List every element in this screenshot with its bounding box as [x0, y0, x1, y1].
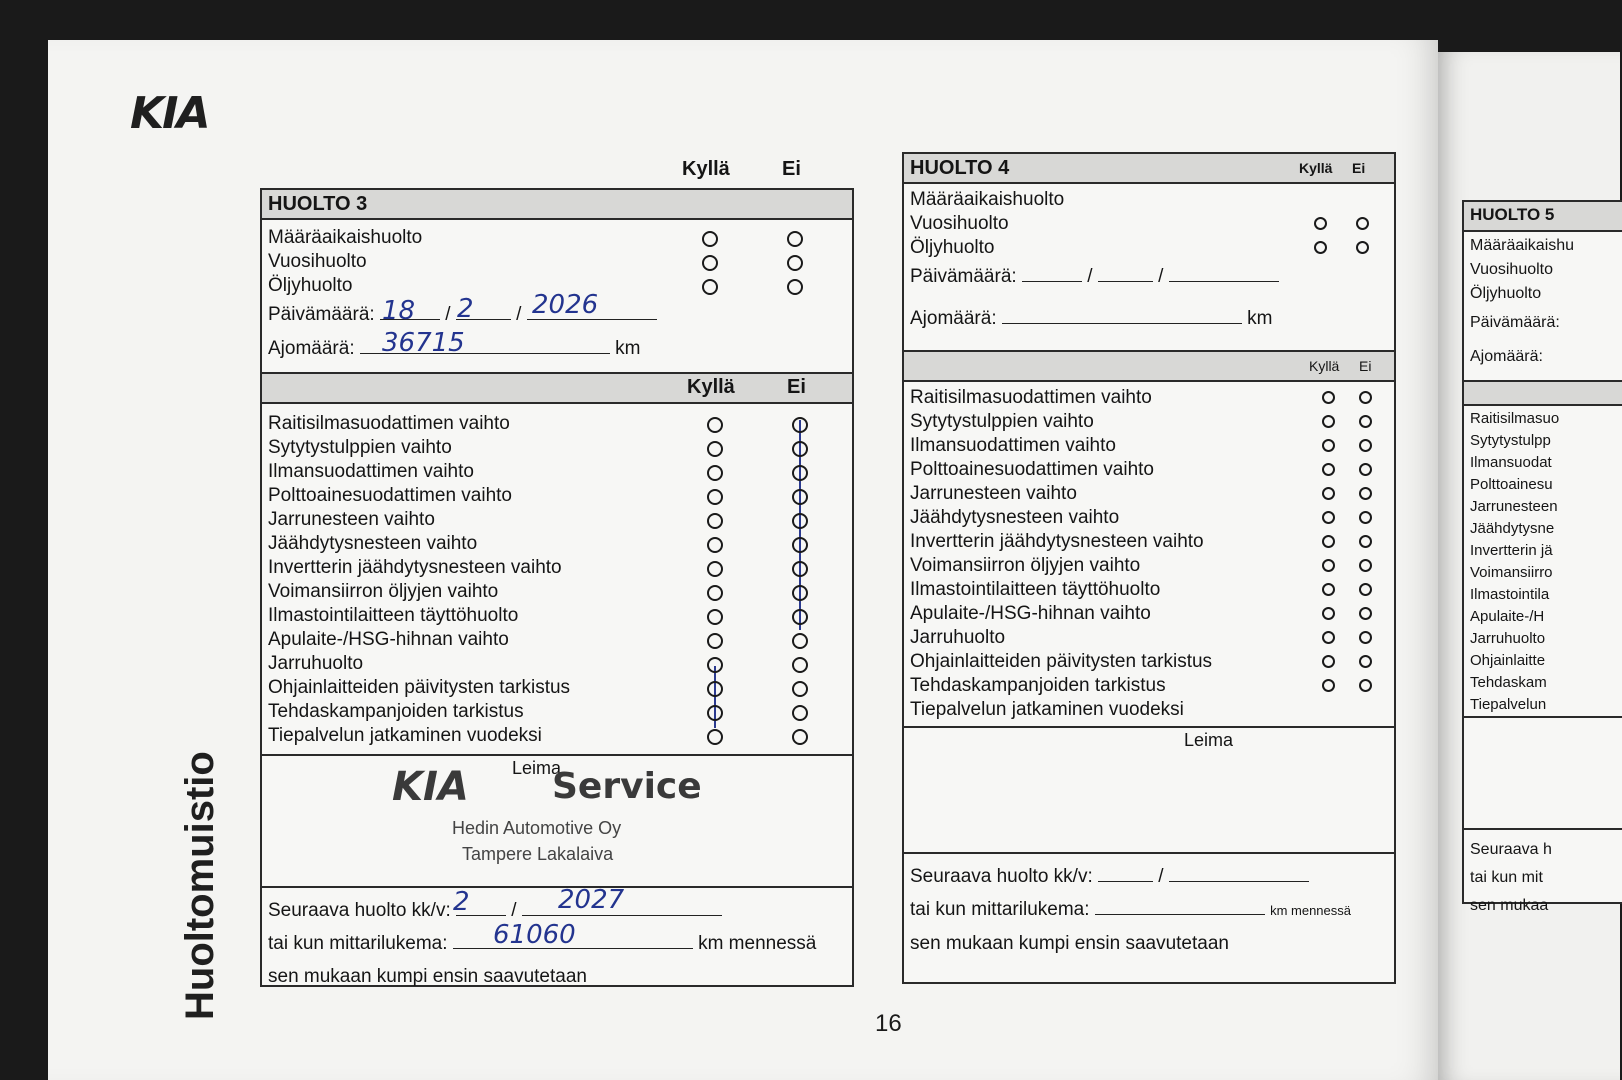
no-checkbox[interactable]: [792, 513, 808, 529]
odo-value: 61060: [493, 920, 576, 950]
items-header-bar: Kyllä Ei: [262, 374, 852, 404]
no-checkbox[interactable]: [792, 489, 808, 505]
yes-checkbox[interactable]: [1322, 487, 1335, 500]
list-item: Jarruhuolto: [904, 626, 1394, 650]
huolto3-title: HUOLTO 3: [268, 193, 368, 215]
huolto3-col-no: Ei: [782, 158, 801, 180]
list-item: Voimansiirron öljyjen vaihto: [904, 554, 1394, 578]
list-item: Jäähdytysnesteen vaihto: [904, 506, 1394, 530]
yes-checkbox[interactable]: [707, 465, 723, 481]
mileage-value: 36715: [382, 328, 465, 358]
huolto3-col-yes: Kyllä: [682, 158, 730, 180]
list-item: Invertterin jäähdytysnesteen vaihto: [262, 556, 852, 580]
no-checkbox[interactable]: [1359, 463, 1372, 476]
list-item: Invertterin jäähdytysnesteen vaihto: [904, 530, 1394, 554]
side-title: Huoltomuistio: [178, 751, 222, 1020]
list-item: Ohjainlaitte: [1470, 652, 1546, 669]
list-item: Ohjainlaitteiden päivitysten tarkistus: [262, 676, 852, 700]
no-checkbox[interactable]: [1359, 391, 1372, 404]
huolto4-form: [902, 152, 1396, 984]
no-checkbox[interactable]: [792, 441, 808, 457]
stamp-area: [262, 754, 852, 886]
list-item: Määräaikaishu: [1470, 237, 1575, 254]
no-checkbox[interactable]: [792, 537, 808, 553]
yes-checkbox[interactable]: [707, 417, 723, 433]
yes-checkbox[interactable]: [707, 729, 723, 745]
list-item: Ilmansuodat: [1470, 454, 1552, 471]
page-number: 16: [875, 1010, 902, 1037]
list-item: Jäähdytysne: [1470, 520, 1555, 537]
list-item: Jarruhuolto: [1470, 630, 1546, 647]
next-service-odometer[interactable]: tai kun mittarilukema: km mennessä 61060: [268, 920, 817, 954]
no-checkbox[interactable]: [792, 417, 808, 433]
yes-checkbox[interactable]: [707, 513, 723, 529]
no-checkbox[interactable]: [1359, 415, 1372, 428]
list-item: Tiepalvelun jatkaminen vuodeksi: [910, 699, 1184, 720]
yes-checkbox[interactable]: [707, 537, 723, 553]
stamp-company: Hedin Automotive Oy: [452, 818, 622, 838]
list-item: Sytytystulppien vaihto: [904, 410, 1394, 434]
yes-checkbox[interactable]: [1322, 583, 1335, 596]
yes-checkbox[interactable]: [707, 585, 723, 601]
date-field[interactable]: Päivämäärä: / / 18 2 2026: [262, 298, 852, 332]
list-item: Määräaikaishuolto: [910, 189, 1065, 210]
yes-checkbox[interactable]: [1322, 679, 1335, 692]
next-service-box: [262, 886, 852, 999]
huolto5-header: HUOLTO 5: [1464, 202, 1622, 232]
list-item: Öljyhuolto: [1470, 285, 1542, 302]
list-item: Sytytystulppien vaihto: [262, 436, 852, 460]
list-item: Öljyhuolto: [904, 236, 1394, 260]
list-item: Tiepalvelun jatkaminen vuodeksi: [262, 724, 852, 748]
list-item: Apulaite-/HSG-hihnan vaihto: [904, 602, 1394, 626]
list-item: Tehdaskampanjoiden tarkistus: [262, 700, 852, 724]
date-field[interactable]: Päivämäärä: / /: [904, 260, 1394, 294]
list-item: Sytytystulpp: [1470, 432, 1551, 449]
no-checkbox[interactable]: [792, 729, 808, 745]
huolto4-items-section: [904, 350, 1394, 722]
list-item: Vuosihuolto: [262, 250, 852, 274]
list-item: Jarrunesteen vaihto: [904, 482, 1394, 506]
mileage-field[interactable]: Ajomäärä: km: [904, 302, 1394, 336]
yes-checkbox[interactable]: [707, 489, 723, 505]
yes-checkbox[interactable]: [707, 681, 723, 697]
yes-checkbox[interactable]: [1314, 241, 1327, 254]
list-item: Ilmastointilaitteen täyttöhuolto: [262, 604, 852, 628]
no-checkbox[interactable]: [792, 609, 808, 625]
list-item: Invertterin jä: [1470, 542, 1553, 559]
no-checkbox[interactable]: [1356, 241, 1369, 254]
list-item: Ilmastointilaitteen täyttöhuolto: [904, 578, 1394, 602]
next-month: 2: [453, 887, 470, 917]
list-item: Raitisilmasuodattimen vaihto: [262, 412, 852, 436]
list-item: Ilmansuodattimen vaihto: [262, 460, 852, 484]
yes-checkbox[interactable]: [707, 441, 723, 457]
no-checkbox[interactable]: [1359, 655, 1372, 668]
yes-checkbox[interactable]: [707, 561, 723, 577]
yes-checkbox[interactable]: [1322, 391, 1335, 404]
stamp-label: Leima: [512, 758, 562, 778]
stamp-kia-logo: KIA: [392, 764, 469, 810]
huolto3-form: [260, 158, 854, 987]
list-item: Vuosihuolto: [1470, 261, 1554, 278]
no-checkbox[interactable]: [1359, 679, 1372, 692]
no-checkbox[interactable]: [792, 657, 808, 673]
list-item: Jarruhuolto: [262, 652, 852, 676]
next-service-box: [904, 852, 1394, 966]
yes-checkbox[interactable]: [1314, 217, 1327, 230]
list-item: Ilmastointila: [1470, 586, 1550, 603]
next-service-date[interactable]: Seuraava huolto kk/v: / 2 2027: [268, 894, 846, 927]
list-item: Ohjainlaitteiden päivitysten tarkistus: [904, 650, 1394, 674]
no-checkbox[interactable]: [1359, 559, 1372, 572]
whichever-text: sen mukaan kumpi ensin saavutetaan: [910, 933, 1229, 954]
yes-checkbox[interactable]: [1322, 535, 1335, 548]
yes-checkbox[interactable]: [1322, 415, 1335, 428]
yes-checkbox[interactable]: [707, 657, 723, 673]
list-item: Polttoainesu: [1470, 476, 1553, 493]
whichever-text: sen mukaan kumpi ensin saavutetaan: [268, 966, 587, 987]
yes-checkbox[interactable]: [707, 705, 723, 721]
no-checkbox[interactable]: [792, 705, 808, 721]
date-month: 2: [457, 294, 474, 324]
list-item: Vuosihuolto: [904, 212, 1394, 236]
stamp-location: Tampere Lakalaiva: [462, 844, 614, 864]
huolto3-types: [262, 220, 852, 298]
list-item: Apulaite-/H: [1470, 608, 1545, 625]
huolto4-header: HUOLTO 4 Kyllä Ei: [904, 154, 1394, 184]
no-checkbox[interactable]: [792, 465, 808, 481]
no-checkbox[interactable]: [787, 231, 803, 247]
list-item: Voimansiirron öljyjen vaihto: [262, 580, 852, 604]
kia-logo: KIA: [130, 88, 209, 139]
list-item: Jäähdytysnesteen vaihto: [262, 532, 852, 556]
no-checkbox[interactable]: [792, 633, 808, 649]
huolto4-items: [904, 382, 1394, 722]
next-service-odometer[interactable]: tai kun mittarilukema: km mennessä: [910, 893, 1388, 927]
no-checkbox[interactable]: [1359, 535, 1372, 548]
huolto3-items: [262, 404, 852, 748]
list-item: Voimansiirro: [1470, 564, 1553, 581]
next-year: 2027: [558, 885, 625, 915]
no-checkbox[interactable]: [1359, 607, 1372, 620]
yes-checkbox[interactable]: [702, 255, 718, 271]
list-item: Tehdaskampanjoiden tarkistus: [904, 674, 1394, 698]
stamp-area: [904, 726, 1394, 852]
list-item: Jarrunesteen vaihto: [262, 508, 852, 532]
yes-checkbox[interactable]: [1322, 559, 1335, 572]
list-item: Tehdaskam: [1470, 674, 1547, 691]
yes-checkbox[interactable]: [702, 279, 718, 295]
huolto3-items-section: [262, 372, 852, 748]
list-item: Määräaikaishuolto: [262, 226, 852, 250]
date-field[interactable]: Päivämäärä:: [1470, 314, 1560, 331]
yes-checkbox[interactable]: [1322, 655, 1335, 668]
stamp-service: Service: [552, 766, 702, 807]
list-item: Tiepalvelun: [1470, 696, 1547, 713]
yes-checkbox[interactable]: [707, 609, 723, 625]
date-day: 18: [382, 296, 416, 326]
list-item: Raitisilmasuodattimen vaihto: [904, 386, 1394, 410]
list-item: Ilmansuodattimen vaihto: [904, 434, 1394, 458]
no-checkbox[interactable]: [1359, 583, 1372, 596]
mileage-field[interactable]: Ajomäärä:: [1470, 348, 1543, 365]
no-checkbox[interactable]: [1359, 511, 1372, 524]
no-checkbox[interactable]: [787, 255, 803, 271]
no-checkbox[interactable]: [1359, 631, 1372, 644]
no-checkbox[interactable]: [1359, 487, 1372, 500]
yes-checkbox[interactable]: [1322, 511, 1335, 524]
yes-checkbox[interactable]: [1322, 439, 1335, 452]
yes-checkbox[interactable]: [1322, 463, 1335, 476]
huolto4-title: HUOLTO 4: [910, 157, 1010, 179]
no-checkbox[interactable]: [1359, 439, 1372, 452]
huolto4-types: [904, 184, 1394, 260]
yes-checkbox[interactable]: [707, 633, 723, 649]
yes-checkbox[interactable]: [1322, 631, 1335, 644]
mileage-field[interactable]: Ajomäärä: km 36715: [268, 328, 641, 359]
no-checkbox[interactable]: [792, 585, 808, 601]
huolto3-header: [262, 158, 852, 220]
list-item: Polttoainesuodattimen vaihto: [262, 484, 852, 508]
next-service-date[interactable]: Seuraava huolto kk/v: /: [910, 860, 1388, 893]
yes-checkbox[interactable]: [702, 231, 718, 247]
list-item: Jarrunesteen: [1470, 498, 1558, 515]
list-item: Öljyhuolto: [262, 274, 852, 298]
items-header-bar: Kyllä Ei: [904, 352, 1394, 382]
no-checkbox[interactable]: [787, 279, 803, 295]
huolto5-form: HUOLTO 5 Määräaikaishu Vuosihuolto Öljyhuolto Päivämäärä: Ajomäärä: Raitisilmasuo Sytytystulpp Ilmansuodat Polttoainesu Jarrunesteen Jäähdytysne Invertterin jä Voimansiirro Ilmastointila Apulaite-/H Jarruhuolto Ohjainlaitte Tehdaskam Tiepalvelun Seuraava h tai kun mit sen mukaa: [1462, 200, 1622, 904]
date-year: 2026: [532, 290, 599, 320]
no-checkbox[interactable]: [792, 561, 808, 577]
yes-checkbox[interactable]: [1322, 607, 1335, 620]
list-item: Raitisilmasuo: [1470, 410, 1560, 427]
no-checkbox[interactable]: [792, 681, 808, 697]
no-checkbox[interactable]: [1356, 217, 1369, 230]
list-item: Apulaite-/HSG-hihnan vaihto: [262, 628, 852, 652]
list-item: Polttoainesuodattimen vaihto: [904, 458, 1394, 482]
stamp-label: Leima: [1184, 730, 1234, 750]
